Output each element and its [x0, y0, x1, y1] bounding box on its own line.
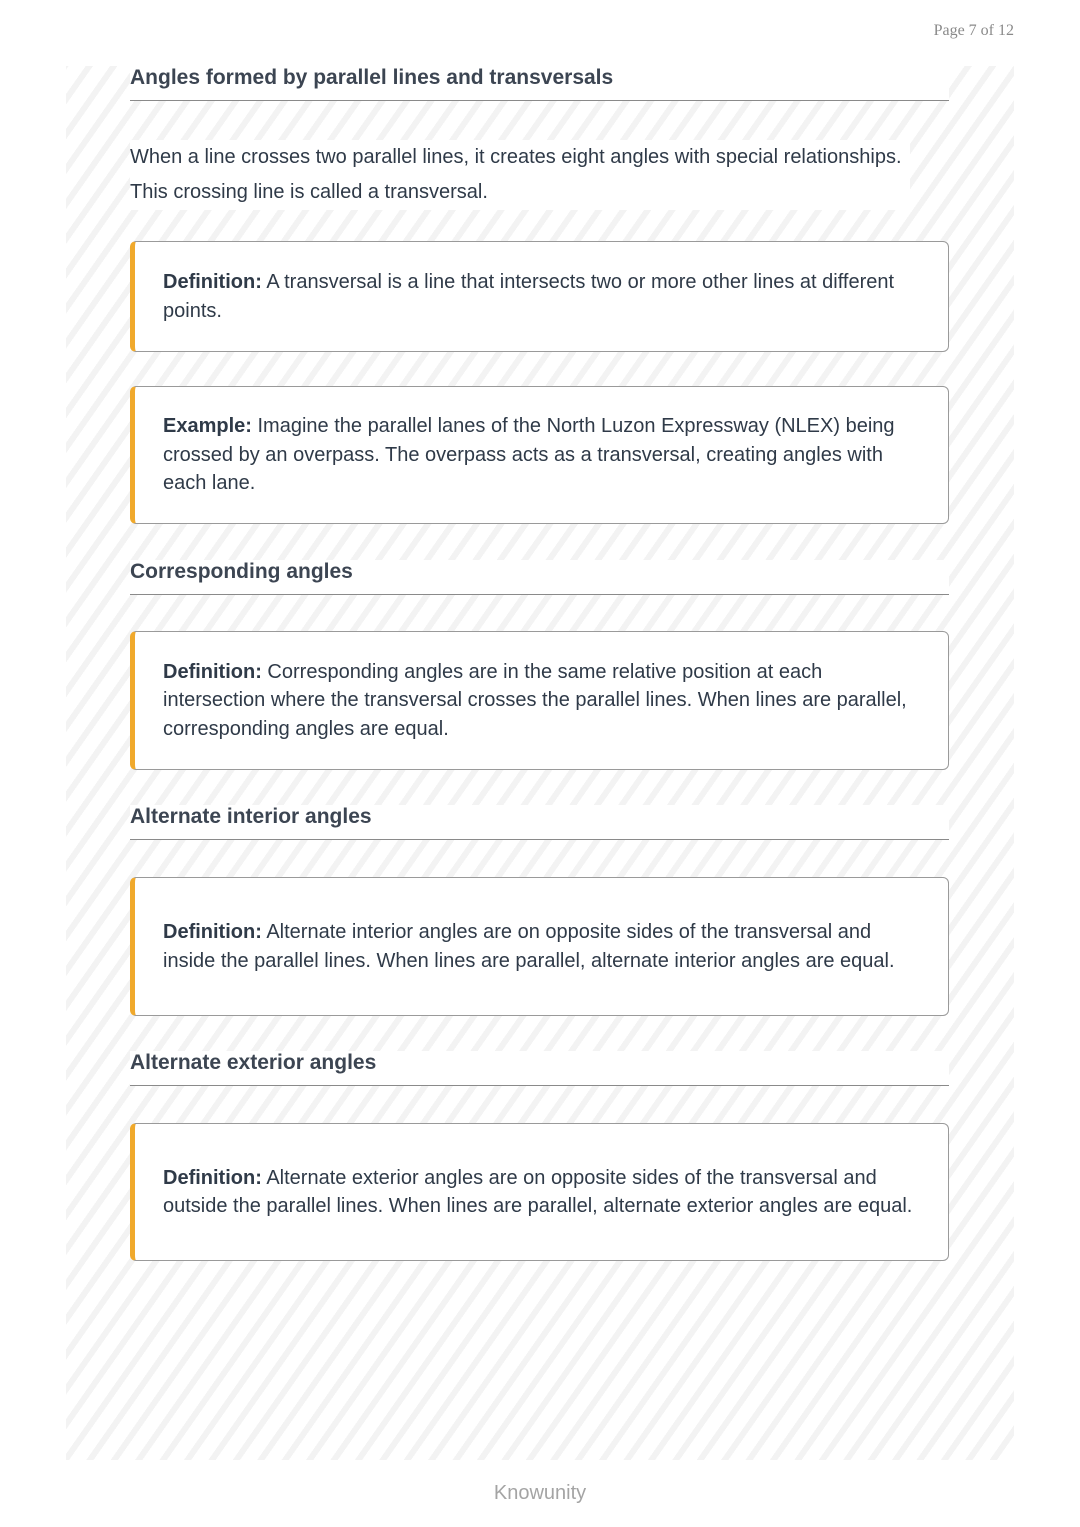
section-heading-alternate-interior: Alternate interior angles	[130, 805, 949, 840]
card-text	[163, 918, 918, 975]
definition-card-alternate-interior	[130, 877, 949, 1016]
definition-card-corresponding	[130, 631, 949, 770]
card-body: Alternate exterior angles are on opposite sides of the transversal and outside the parallel lines. When lines are parallel, alternate exterior angles are equal.	[163, 1166, 913, 1217]
card-lead: Definition:	[163, 660, 262, 683]
example-card-nlex	[130, 386, 949, 524]
intro-paragraph: When a line crosses two parallel lines, it creates eight angles with special relationships. This crossing line is called a transversal.	[130, 140, 910, 210]
card-body: Alternate interior angles are on opposite sides of the transversal and inside the parallel lines. When lines are parallel, alternate interior angles are equal.	[163, 921, 895, 972]
card-body: Corresponding angles are in the same relative position at each intersection where the transversal crosses the parallel lines. When lines are parallel, corresponding angles are equal.	[163, 660, 907, 740]
card-body: A transversal is a line that intersects two or more other lines at different points.	[163, 271, 895, 322]
card-lead: Definition:	[163, 921, 262, 943]
footer-brand: Knowunity	[493, 1482, 587, 1504]
card-text	[163, 268, 918, 325]
card-text	[163, 1164, 918, 1221]
definition-card-alternate-exterior	[130, 1123, 949, 1261]
definition-card-transversal	[130, 241, 949, 352]
card-text	[163, 658, 918, 744]
card-lead: Definition:	[163, 1166, 262, 1189]
card-lead: Example:	[163, 415, 252, 438]
page-number: Page 7 of 12	[933, 22, 1014, 39]
section-heading-alternate-exterior: Alternate exterior angles	[130, 1051, 949, 1086]
section-heading-corresponding: Corresponding angles	[130, 560, 949, 595]
section-heading-main: Angles formed by parallel lines and transversals	[130, 66, 949, 101]
card-body: Imagine the parallel lanes of the North Luzon Expressway (NLEX) being crossed by an overpass. The overpass acts as a transversal, creating angles with each lane.	[163, 415, 895, 495]
card-lead: Definition:	[163, 271, 262, 293]
card-text	[163, 412, 918, 498]
